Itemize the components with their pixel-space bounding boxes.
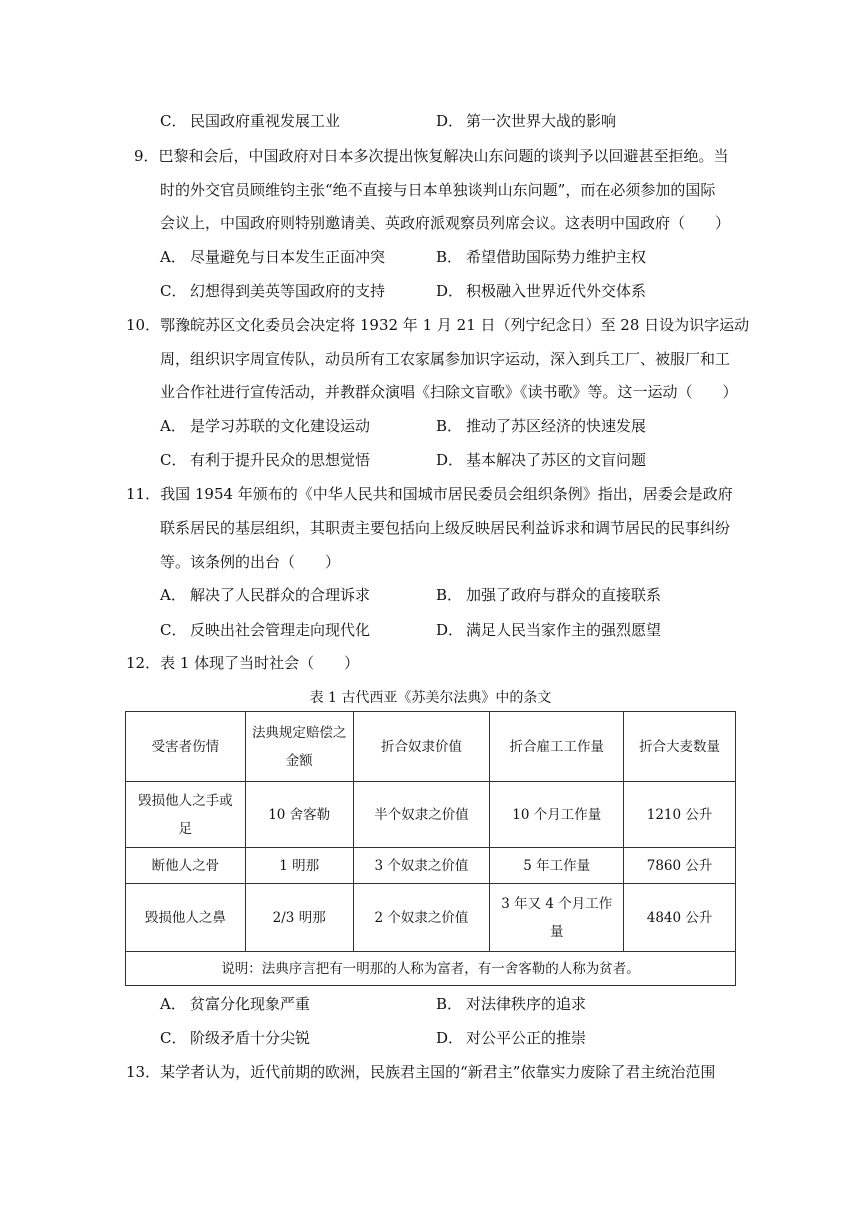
table-caption: 表 1 古代西亚《苏美尔法典》中的条文 <box>309 690 552 706</box>
option-text: 满足人民当家作主的强烈愿望 <box>466 621 662 639</box>
table-cell: 2 个奴隶之价值 <box>353 884 490 952</box>
table-cell: 毁损他人之手或足 <box>126 782 246 848</box>
q13-stem-line-1: 13．某学者认为，近代前期的欧洲，民族君主国的“新君主”依靠实力废除了君主统治范围 <box>126 1063 716 1081</box>
table-header-cell: 法典规定赔偿之金额 <box>245 712 353 782</box>
option-letter: D． <box>436 1029 464 1047</box>
table-row <box>126 848 736 884</box>
option-text: 反映出社会管理走向现代化 <box>190 621 371 639</box>
q11-option-b[interactable] <box>436 585 661 605</box>
q9-stem-line-3: 会议上，中国政府则特别邀请美、英政府派观察员列席会议。这表明中国政府（ ） <box>160 214 731 232</box>
table-header-cell: 受害者伤情 <box>126 712 246 782</box>
q12-option-b[interactable] <box>436 994 586 1014</box>
option-text: 加强了政府与群众的直接联系 <box>466 586 662 604</box>
option-letter: C． <box>160 1029 187 1047</box>
q9-stem-line-1: 9．巴黎和会后，中国政府对日本多次提出恢复解决山东问题的谈判予以回避甚至拒绝。当 <box>134 147 729 165</box>
option-letter: D． <box>436 112 464 130</box>
q11-stem-line-2: 联系居民的基层组织，其职责主要包括向上级反映居民利益诉求和调节居民的民事纠纷 <box>160 519 731 537</box>
q11-option-a[interactable] <box>160 585 370 605</box>
table-cell: 3 年又 4 个月工作量 <box>490 884 624 952</box>
option-text: 积极融入世界近代外交体系 <box>466 282 647 300</box>
q12-stem: 12．表 1 体现了当时社会（ ） <box>126 654 360 672</box>
q11-stem-line-1: 11．我国 1954 年颁布的《中华人民共和国城市居民委员会组织条例》指出，居委会是政府 <box>126 485 733 503</box>
table-cell: 1 明那 <box>245 848 353 884</box>
option-letter: B． <box>436 586 463 604</box>
table-cell: 半个奴隶之价值 <box>353 782 490 848</box>
option-letter: C． <box>160 282 187 300</box>
table-cell: 毁损他人之鼻 <box>126 884 246 952</box>
option-letter: C． <box>160 621 187 639</box>
option-text: 尽量避免与日本发生正面冲突 <box>190 248 386 266</box>
table-note: 说明：法典序言把有一明那的人称为富者，有一舍客勒的人称为贫者。 <box>126 952 736 986</box>
table-header-row <box>126 712 736 782</box>
option-text: 民国政府重视发展工业 <box>190 112 341 130</box>
q11-stem-line-3: 等。该条例的出台（ ） <box>160 553 341 571</box>
option-letter: A． <box>160 995 186 1013</box>
table-cell: 1210 公升 <box>624 782 736 848</box>
q9-option-c[interactable] <box>160 281 385 301</box>
table-note-row <box>126 952 736 986</box>
option-letter: D． <box>436 282 464 300</box>
q8-option-d[interactable] <box>436 111 616 131</box>
table-cell: 4840 公升 <box>624 884 736 952</box>
table-row <box>126 884 736 952</box>
table-row <box>126 782 736 848</box>
table-cell: 断他人之骨 <box>126 848 246 884</box>
option-text: 希望借助国际势力维护主权 <box>466 248 647 266</box>
option-text: 对公平公正的推崇 <box>466 1029 587 1047</box>
q10-stem-line-3: 业合作社进行宣传活动，并教群众演唱《扫除文盲歌》《读书歌》等。这一运动（ ） <box>160 383 738 401</box>
q11-option-d[interactable] <box>436 620 661 640</box>
option-text: 对法律秩序的追求 <box>466 995 587 1013</box>
option-letter: C． <box>160 112 187 130</box>
table-cell: 5 年工作量 <box>490 848 624 884</box>
q12-option-d[interactable] <box>436 1028 586 1048</box>
option-letter: D． <box>436 621 464 639</box>
q9-option-d[interactable] <box>436 281 646 301</box>
option-letter: D． <box>436 451 464 469</box>
option-letter: B． <box>436 995 463 1013</box>
q10-option-c[interactable] <box>160 450 370 470</box>
q11-option-c[interactable] <box>160 620 370 640</box>
option-text: 解决了人民群众的合理诉求 <box>190 586 371 604</box>
table-cell: 10 个月工作量 <box>490 782 624 848</box>
option-text: 有利于提升民众的思想觉悟 <box>190 451 371 469</box>
option-text: 幻想得到美英等国政府的支持 <box>190 282 386 300</box>
table-cell: 7860 公升 <box>624 848 736 884</box>
table-cell: 10 舍客勒 <box>245 782 353 848</box>
option-text: 第一次世界大战的影响 <box>466 112 617 130</box>
option-text: 阶级矛盾十分尖锐 <box>190 1029 311 1047</box>
option-letter: B． <box>436 417 463 435</box>
law-code-table <box>125 711 736 986</box>
table-cell: 2/3 明那 <box>245 884 353 952</box>
option-text: 贫富分化现象严重 <box>190 995 311 1013</box>
option-letter: B． <box>436 248 463 266</box>
option-letter: A． <box>160 248 186 266</box>
q10-option-a[interactable] <box>160 416 370 436</box>
q8-option-c[interactable] <box>160 111 340 131</box>
table-header-cell: 折合雇工工作量 <box>490 712 624 782</box>
q9-option-b[interactable] <box>436 247 646 267</box>
table-cell: 3 个奴隶之价值 <box>353 848 490 884</box>
q9-option-a[interactable] <box>160 247 385 267</box>
option-text: 是学习苏联的文化建设运动 <box>190 417 371 435</box>
option-text: 基本解决了苏区的文盲问题 <box>466 451 647 469</box>
option-letter: C． <box>160 451 187 469</box>
table-header-cell: 折合大麦数量 <box>624 712 736 782</box>
option-letter: A． <box>160 417 186 435</box>
option-text: 推动了苏区经济的快速发展 <box>466 417 647 435</box>
q9-stem-line-2: 时的外交官员顾维钧主张“绝不直接与日本单独谈判山东问题”，而在必须参加的国际 <box>160 181 716 199</box>
q10-stem-line-2: 周，组织识字周宣传队，动员所有工农家属参加识字运动，深入到兵工厂、被服厂和工 <box>160 350 731 368</box>
q12-option-a[interactable] <box>160 994 310 1014</box>
q10-option-d[interactable] <box>436 450 646 470</box>
q10-stem-line-1: 10．鄂豫皖苏区文化委员会决定将 1932 年 1 月 21 日（列宁纪念日）至 28 日设为识字运动 <box>126 316 750 334</box>
option-letter: A． <box>160 586 186 604</box>
q10-option-b[interactable] <box>436 416 646 436</box>
table-header-cell: 折合奴隶价值 <box>353 712 490 782</box>
q12-option-c[interactable] <box>160 1028 310 1048</box>
